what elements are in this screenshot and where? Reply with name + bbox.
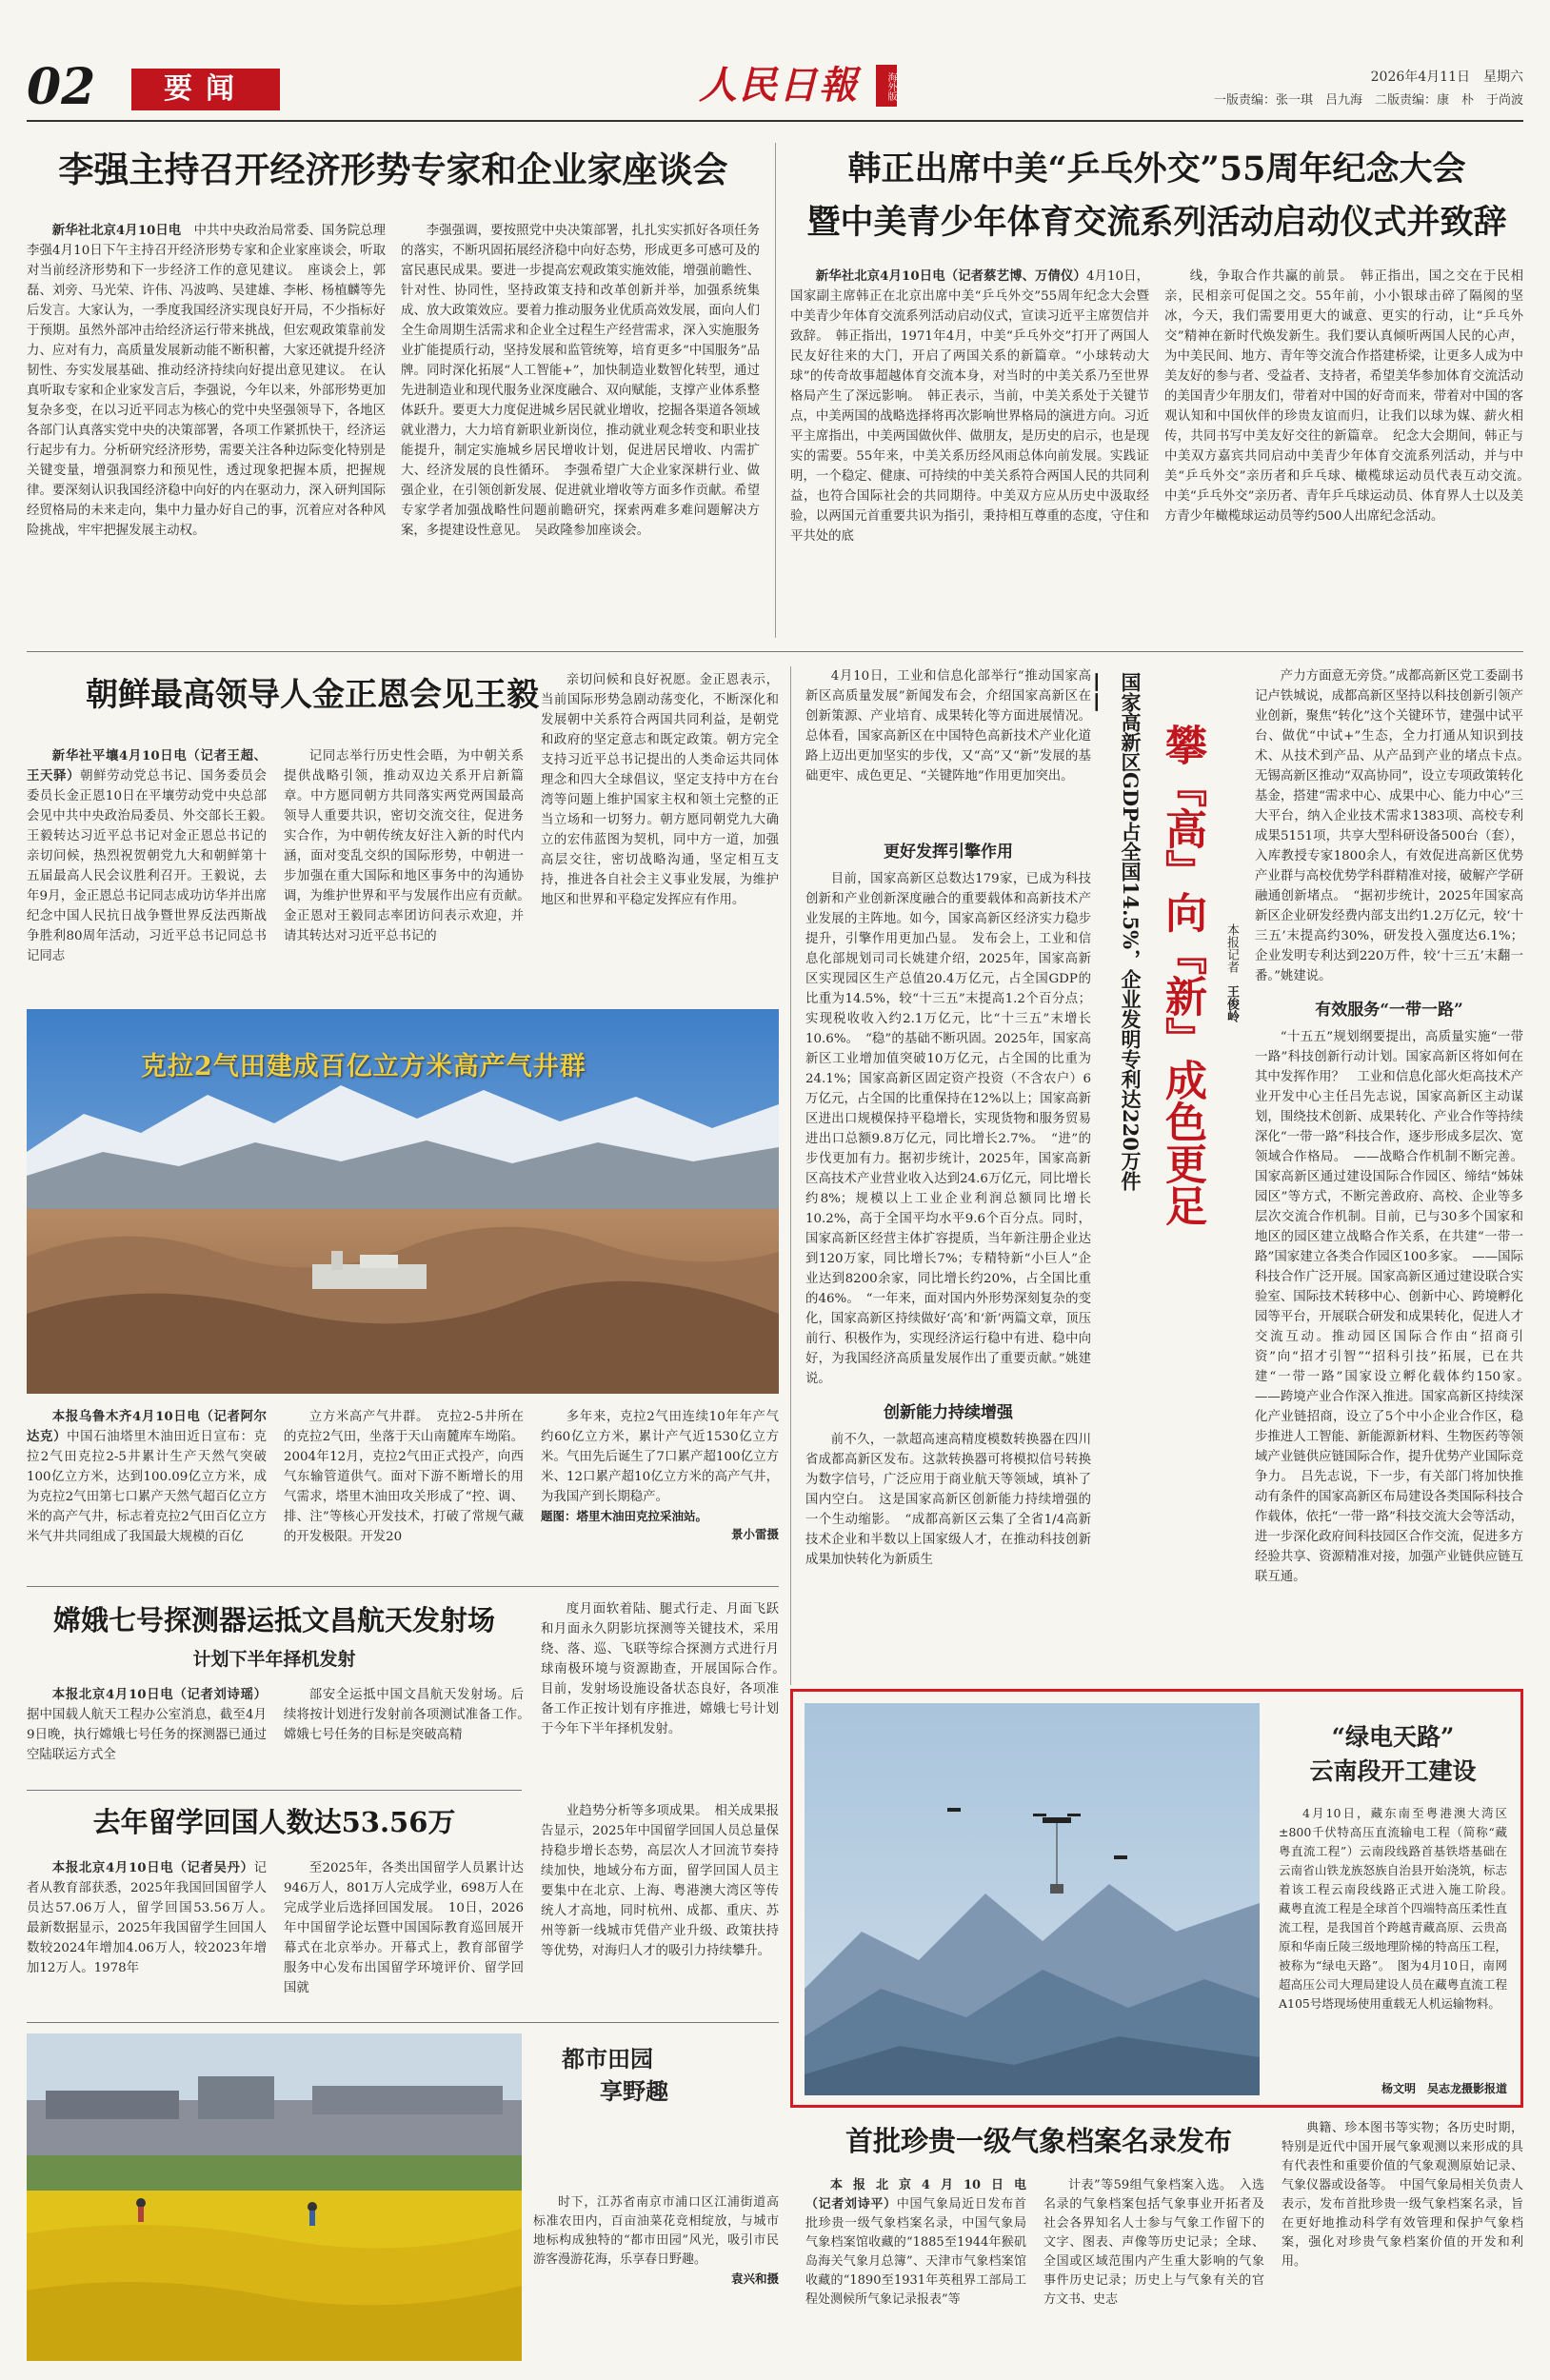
- article-body: 产力方面意无旁贷。”成都高新区党工委副书记卢铁城说，成都高新区坚持以科技创新引领产业创新，聚焦“转化”这个关键环节，建强中试平台、做优“中试+”生态，全力打通从知识到技术、从技术到产品、从产品到产业的堵点卡点。 无锡高新区推动“双高协同”，设立专项政策转化基金，搭建“需求中心、成果中心、能力中心”三大平台，纳入企业技术需求1383项、高校专利成果5151项，共享大型科研设备500台（套），入库教授专家1800余人，有效促进高新区优势产业群与高校优势学科群精准对接，破解产学研融通创新堵点。 “据初步统计，2025年国家高新区企业研发经费内部支出约1.2万亿元，较‘十三五’末提高约30%，研发投入强度达6.1%；企业发明专利达到220万件，较‘十三五’末翻一番。”姚建说。: [1255, 669, 1537, 983]
- article-body: 线，争取合作共赢的前景。 韩正指出，国之交在于民相亲，民相亲可促国之交。55年前，小小银球击碎了隔阂的坚冰，今天，我们需要用更大的诚意、更实的行动，让“乒乓外交”精神在新时代焕发新生。我们要认真倾听两国人民的心声，为中美民间、地方、青年等交流合作搭建桥梁，让更多人成为中美友好的参与者、受益者、支持者，希望美华参加体育交流活动的美国青少年朋友们，带着对中国的好奇而来，带着对中国的客观认知和中国伙伴的珍贵友谊而归，让我们以球为媒、薪火相传，共同书写中美友好交往的新篇章。 纪念大会期间，韩正与中美双方嘉宾共同启动中美青少年体育交流系列活动，并与中美“乒乓外交”亲历者和乒乓球、橄榄球运动员代表互动交流。 中美“乒乓外交”亲历者、青年乒乓球运动员、体育界人士以及美方青少年橄榄球运动员等约500人出席纪念活动。: [1164, 269, 1537, 524]
- masthead: [27, 57, 1523, 116]
- side-headline: 国家高新区GDP占全国14.5%，企业发明专利达220万件——: [1086, 672, 1143, 1191]
- article-body: 本报北京4月10日电（记者刘诗瑶）据中国载人航天工程办公室消息，截至4月9日晚，执行嫦娥七号任务的探测器已通过空陆联运方式全: [27, 1687, 268, 1762]
- reporter-byline: 本报记者 王俊岭: [1224, 923, 1239, 1022]
- drone-image: [805, 1703, 1260, 2095]
- flower-field-image: [27, 2033, 522, 2361]
- article-body: 业趋势分析等多项成果。 相关成果报告显示，2025年中国留学回国人员总量保持稳步增长态势，高层次人才回流节奏持续加快，地域分布方面，留学回国人员主要集中在北京、上海、粤港澳大湾区等传统人才高地，同时杭州、成都、重庆、苏州等新一线城市凭借产业升级、政策扶持等优势，对海归人才的吸引力持续攀升。: [541, 1804, 779, 1958]
- subheading-innovation: 创新能力持续增强: [884, 1403, 1013, 1422]
- article-intro: 4月10日，工业和信息化部举行“推动国家高新区高质量发展”新闻发布会，介绍国家高新区在创新策源、产业培育、成果转化等方面进展情况。总体看，国家高新区在中国特色高新技术产业化道路上迈出更加坚实的步伐，又“高”又“新”发展的基础更牢、成色更足、“关键阵地”作用更加突出。: [805, 669, 1091, 783]
- article-body: 典籍、珍本图书等实物；各历史时期，特别是近代中国开展气象观测以来形成的具有代表性和重要价值的气象观测原始记录、气象仪器或设备等。 中国气象局相关负责人表示，发布首批珍贵一级气象档案名录，旨在更好地推动科学有效管理和保护气象档案，强化对珍贵气象档案价值的开发和利用。: [1282, 2121, 1523, 2269]
- box-headline-2: 云南段开工建设: [1309, 1757, 1477, 1785]
- article-body: 度月面软着陆、腿式行走、月面飞跃和月面永久阴影坑探测等关键技术，采用绕、落、巡、飞联等综合探测方式进行月球南极环境与资源勘查，开展国际合作。 目前，发射场设施设备状态良好，各项准备工作正按计划有序推进，嫦娥七号计划于今年下半年择机发射。: [541, 1602, 792, 1736]
- article-body: 计表”等59组气象档案入选。 入选名录的气象档案包括气象事业开拓者及社会各界知名人士参与气象工作留下的文字、图表、声像等历史记录；全球、全国或区域范围内产生重大影响的气象事件历史记录；历史上与气象有关的官方文书、史志: [1043, 2178, 1264, 2307]
- article-body: 本报乌鲁木齐4月10日电（记者阿尔达克）中国石油塔里木油田近日宣布：克拉2气田克拉2-5井累计生产天然气突破100亿立方米，达到100.09亿立方米，成为克拉2气田第七口累产天然气超百亿立方米的高产气井，标志着克拉2气田百亿立方米气井共同组成了我国最大规模的百亿: [27, 1409, 268, 1544]
- subheading-belt-road: 有效服务“一带一路”: [1315, 1001, 1463, 1020]
- article-body: 时下，江苏省南京市浦口区江浦街道高标准农田内，百亩油菜花竞相绽放，与城市地标构成独特的“都市田园”风光，吸引市民游客漫游花海，乐享春日野趣。: [533, 2195, 779, 2267]
- article-body: 本报北京4月10日电（记者刘诗平）中国气象局近日发布首批珍贵一级气象档案名录，中国气象局气象档案馆收藏的“1885至1944年猴矶岛海关气象月总簿”、天津市气象档案馆收藏的“1890至1931年英租界工部局工程处测候所气象记录报表”等: [805, 2178, 1026, 2307]
- article-body: 部安全运抵中国文昌航天发射场。后续将按计划进行发射前各项测试准备工作。 嫦娥七号任务的目标是突破高精: [284, 1688, 537, 1742]
- section-rule: [27, 651, 1523, 652]
- article-body: 记同志举行历史性会晤，为中朝关系提供战略引领，推动双边关系开启新篇章。中方愿同朝方共同落实两党两国最高领导人重要共识，密切交流交往，促进务实合作，为中朝传统友好注入新的时代内涵，面对变乱交织的国际形势，中朝进一步加强在重大国际和地区事务中的沟通协调，为维护世界和平与发展作出应有贡献。 金正恩对王毅同志率团访问表示欢迎，并请其转达对习近平总书记的: [284, 749, 537, 943]
- article-body: 新华社平壤4月10日电（记者王超、王天驿）朝鲜劳动党总书记、国务委员会委员长金正恩10日在平壤劳动党中央总部会见中共中央政治局委员、外交部长王毅。 王毅转达习近平总书记对金正恩总书记的亲切问候，热烈祝贺朝党九大和朝鲜第十五届最高人民会议胜利召开。王毅说，去年9月，金正恩总书记同志成功访华并出席纪念中国人民抗日战争暨世界反法西斯战争胜利80周年活动，习近平总书记同总书记同志: [27, 748, 280, 963]
- subheadline: 计划下半年择机发射: [192, 1649, 356, 1670]
- box-body: 4月10日，藏东南至粤港澳大湾区±800千伏特高压直流输电工程（简称“藏粤直流工程”）云南段线路首基铁塔基础在云南省山铁龙族怒族自治县开始浇筑，标志着该工程云南段线路正式进入施工阶段。 藏粤直流工程是全球首个四端特高压柔性直流工程，是我国首个跨越青藏高原、云贵高原和华南丘陵三级地理阶梯的特高压工程，被称为“绿电天路”。 图为4月10日，南网超高压公司大理局建设人员在藏粤直流工程A105号塔现场使用重载无人机运输物料。: [1279, 1806, 1520, 2011]
- photo-caption: 题图：塔里木油田克拉采油站。: [541, 1509, 708, 1523]
- article-li-qiang: [27, 143, 760, 541]
- article-body: 目前，国家高新区总数达179家，已成为科技创新和产业创新深度融合的重要载体和高新技术产业发展的主阵地。如今，国家高新区经济实力稳步提升，引擎作用更加凸显。 发布会上，工业和信息化部规划司司长姚建介绍，2025年，国家高新区实现园区生产总值20.4万亿元，占全国GDP的比重为14.5%，较“十三五”末提高1.2个百分点；实现税收收入约2.1万亿元，比“十三五”末增长10.6%。 “稳”的基础不断巩固。2025年，国家高新区工业增加值突破10万亿元，占全国的比重为24.1%；国家高新区固定资产投资（不含农户）6万亿元，占全国的比重保持在12%以上；国家高新区进出口规模保持平稳增长，实现货物和服务贸易进出口总额9.8万亿元，同比增长2.7%。 “进”的步伐更加有力。据初步统计，2025年，国家高新区高技术产业营业收入达到24.6万亿元，同比增长约8%；规模以上工业企业利润总额同比增长10.2%，高于全国平均水平9.6个百分点。同时，国家高新区经营主体扩容提质，当年新注册企业达到120万家，同比增长7%；专精特新“小巨人”企业达到8200余家，同比增长约20%，占全国比重的46%。 “一年来，面对国内外形势深刻复杂的变化，国家高新区持续做好‘高’和‘新’两篇文章，顶压前行、积极作为，实现经济运行稳中有进、稳中向好，为我国经济高质量发展作出了重要贡献。”姚建说。: [805, 872, 1091, 1386]
- section-rule: [27, 2022, 779, 2023]
- headline-line-2: 暨中美青少年体育交流系列活动启动仪式并致辞: [806, 203, 1507, 242]
- article-body: 新华社北京4月10日电 中共中央政治局常委、国务院总理李强4月10日下午主持召开经济形势专家和企业家座谈会，听取对当前经济形势和下一步经济工作的意见建议。 座谈会上，郭磊、刘旁、马光荣、许伟、冯波鸣、吴建雄、李彬、杨植麟等先后发言。大家认为，一季度我国经济实现良好开局，不少指标好于预期。虽然外部冲击给经济运行带来挑战，但宏观政策靠前发力、应对有力，高质量发展新动能不断积蓄，大家还就提升经济韧性、夯实发展基础、推动经济持续向好提出意见建议。 在认真听取专家和企业家发言后，李强说，今年以来，外部形势更加复杂多变，在以习近平同志为核心的党中央坚强领导下，各地区各部门认真落实党中央的决策部署，各项工作紧抓快干，经济运行起步有力。分析研究经济形势，需要关注各种边际变化特别是关键变量，增强洞察力和预见性，透过现象把握本质，把握规律。要深刻认识我国经济稳中向好的内在驱动力，深入研判国际经贸格局的未来走向，集中力量办好自己的事，沉着应对各种风险挑战，牢牢把握发展主动权。: [27, 223, 387, 538]
- drone-mountain-photo: [805, 1703, 1260, 2095]
- editors-line: 一版责编：张一琪 吕九海 二版责编：康 朴 于尚波: [1213, 93, 1523, 108]
- section-label: 要闻: [131, 69, 280, 110]
- column-divider: [775, 143, 776, 638]
- photo-title: 克拉2气田建成百亿立方米高产气井群: [141, 1052, 586, 1081]
- masthead-rule: [27, 120, 1523, 122]
- photo-credit: 景小雷摄: [730, 1527, 779, 1541]
- rapeseed-photo: [27, 2033, 522, 2361]
- article-body: 本报北京4月10日电（记者吴丹）记者从教育部获悉，2025年我国回国留学人员达57.06万人，留学回国53.56万人。 最新数据显示，2025年我国留学生回国人数较2024年增加4.06万人，较2023年增加12万人。1978年: [27, 1860, 280, 1975]
- article-body: “十五五”规划纲要提出，高质量实施“一带一路”科技创新行动计划。国家高新区将如何在其中发挥作用？ 工业和信息化部火炬高技术产业开发中心主任吕先志说，国家高新区主动谋划，围绕技术创新、成果转化、产业合作等持续深化“一带一路”科技合作，逐步形成多层次、宽领域合作格局。 ——战略合作机制不断完善。国家高新区通过建设国际合作园区、缔结“姊妹园区”等方式，不断完善政府、高校、企业等多层次交流合作机制。目前，已与30多个国家和地区的园区建立战略合作关系，在共建“一带一路”国家建立各类合作园区100多家。 ——国际科技合作广泛开展。国家高新区通过建设联合实验室、国际技术转移中心、创新中心、跨境孵化园等平台，开展联合研发和成果转化，促进人才交流互动。推动园区国际合作由“招商引资”向“招才引智”“招科引技”拓展，已在共建“一带一路”国家设立孵化载体约150家。 ——跨境产业合作深入推进。国家高新区持续深化产业链招商，设立了5个中小企业合作区，稳步推进人工智能、新能源新材料、生物医药等领域产业链供应链国际合作，提升优势产业国际竞争力。 吕先志说，下一步，有关部门将加快推动有条件的国家高新区布局建设各类国际科技合作载体，依托“一带一路”科技交流大会等活动，进一步深化政府间科技园区合作交流，促进多方经验共享、资源精准对接，加强产业链供应链互联互通。: [1255, 1030, 1537, 1584]
- article-body: 立方米高产气井群。 克拉2-5井所在的克拉2气田，坐落于天山南麓库车坳陷。2004年12月，克拉2气田正式投产，向西气东输管道供气。面对下游不断增长的用气需求，塔里木油田攻关形成了“控、调、排、注”等核心开发技术，打破了常规气藏的开发极限。开发20: [284, 1410, 524, 1544]
- article-body: 前不久，一款超高速高精度模数转换器在四川省成都高新区发布。这款转换器可将模拟信号转换为数字信号，广泛应用于商业航天等领域，填补了国内空白。 这是国家高新区创新能力持续增强的一个生动缩影。 “成都高新区云集了全省1/4高新技术企业和半数以上国家级人才，在推动科技创新成果加快转化为新质生: [805, 1433, 1091, 1567]
- subheading-engine: 更好发挥引擎作用: [884, 843, 1013, 862]
- gas-field-photo: [27, 1009, 779, 1394]
- headline: 首批珍贵一级气象档案名录发布: [845, 2125, 1232, 2157]
- photo-credit: 袁兴和摄: [730, 2271, 779, 2286]
- main-headline: 攀『高』向『新』成色更足: [1158, 724, 1206, 1226]
- headline: 嫦娥七号探测器运抵文昌航天发射场: [52, 1604, 495, 1636]
- article-han-zheng: [790, 143, 1537, 546]
- headline-line-1: 都市田园: [562, 2045, 653, 2073]
- page-number: 02: [27, 58, 96, 116]
- newspaper-brand: 人民日報: [699, 63, 859, 108]
- box-headline-1: “绿电天路”: [1331, 1723, 1455, 1751]
- issue-date: 2026年4月11日 星期六: [1370, 69, 1523, 85]
- article-urban-field: [533, 2043, 779, 2288]
- headline-line-2: 享野趣: [600, 2077, 668, 2105]
- article-body: 至2025年，各类出国留学人员累计达946万人，801万人完成学业，698万人在完成学业后选择回国发展。 10日，2026年中国留学论坛暨中国国际教育巡回展开幕式在北京举办。开幕式上，教育部留学服务中心发布出国留学环境评价、留学回国就: [284, 1861, 524, 1995]
- headline: 去年留学回国人数达53.56万: [92, 1806, 456, 1838]
- green-power-box: [790, 1689, 1523, 2108]
- section-rule: [27, 1790, 522, 1791]
- edition-tag: 海外版: [876, 65, 897, 107]
- article-body: 李强强调，要按照党中央决策部署，扎扎实实抓好各项任务的落实，不断巩固拓展经济稳中向好态势，形成更多可感可及的富民惠民成果。要进一步提高宏观政策实施效能，增强前瞻性、针对性、协同性，坚持政策支持和改革创新并举，加强系统集成、放大政策效应。要着力推动服务业优质高效发展，面向人们全生命周期生活需求和企业全过程生产经营需求，深入实施服务业扩能提质行动，坚持发展和监管统筹，培育更多“中国服务”品牌。同时深化拓展“人工智能+”，加快制造业数智化转型，通过先进制造业和现代服务业深度融合、双向赋能，支撑产业体系整体跃升。要更大力度促进城乡居民就业增收，挖掘各渠道各领域就业潜力，大力培育新职业新岗位，推动就业观念转变和职业技能提升，制定实施城乡居民增收计划，促进居民增收、内需扩大、经济发展的良性循环。 李强希望广大企业家深耕行业、做强企业，在引领创新发展、促进就业增收等方面多作贡献。希望专家学者加强战略性问题前瞻研究，探索两难多难问题解决方案，多提建设性意见。 吴政隆参加座谈会。: [401, 224, 760, 538]
- column-divider: [790, 666, 791, 1685]
- article-body: 新华社北京4月10日电（记者蔡艺博、万倩仪）4月10日，国家副主席韩正在北京出席中美“乒乓外交”55周年纪念大会暨中美青少年体育交流系列活动启动仪式，宣读习近平主席贺信并致辞。 韩正指出，1971年4月，中美“乒乓外交”打开了两国人民友好往来的大门，开启了两国关系的新篇章。“小球转动大球”的传奇故事超越体育交流本身，对当时的中美关系乃至世界格局产生了深远影响。 韩正表示，当前，中美关系处于关键节点，中美两国的战略选择将再次影响世界格局的演进方向。习近平主席指出，中美两国做伙伴、做朋友，是历史的启示，也是现实的需要。55年来，中美关系历经风雨总体向前发展。实践证明，一个稳定、健康、可持续的中美关系符合两国人民的共同利益，也符合国际社会的共同期待。中美双方应从历史中汲取经验，以两国元首重要共识为指引，秉持相互尊重的态度，守住和平共处的底: [790, 268, 1150, 544]
- article-body: 多年来，克拉2气田连续10年年产气约60亿立方米，累计产气近1530亿立方米。气田先后诞生了7口累产超100亿立方米、12口累产超10亿立方米的高产气井，为我国产到长期稳产。: [541, 1410, 779, 1504]
- headline-line-1: 韩正出席中美“乒乓外交”55周年纪念大会: [847, 149, 1466, 188]
- headline: 李强主持召开经济形势专家和企业家座谈会: [58, 149, 728, 190]
- article-body: 亲切问候和良好祝愿。金正恩表示，当前国际形势急剧动荡变化，不断深化和发展朝中关系符合两国共同利益，是朝党和政府的坚定意志和既定政策。朝方完全支持习近平总书记提出的人类命运共同体理念和四大全球倡议，坚定支持中方在台湾等问题上维护国家主权和领土完整的正当立场和一切努力。朝方愿同朝党九大确立的宏伟蓝图为契机，同中方一道，加强高层交往，密切战略沟通，坚定相互支持，推进各自社会主义事业发展，为维护地区和世界和平稳定发挥应有作用。: [541, 673, 779, 907]
- section-rule: [27, 1586, 779, 1587]
- headline: 朝鲜最高领导人金正恩会见王毅: [86, 676, 539, 714]
- photo-credit: 杨文明 吴志龙摄影报道: [1381, 2082, 1507, 2095]
